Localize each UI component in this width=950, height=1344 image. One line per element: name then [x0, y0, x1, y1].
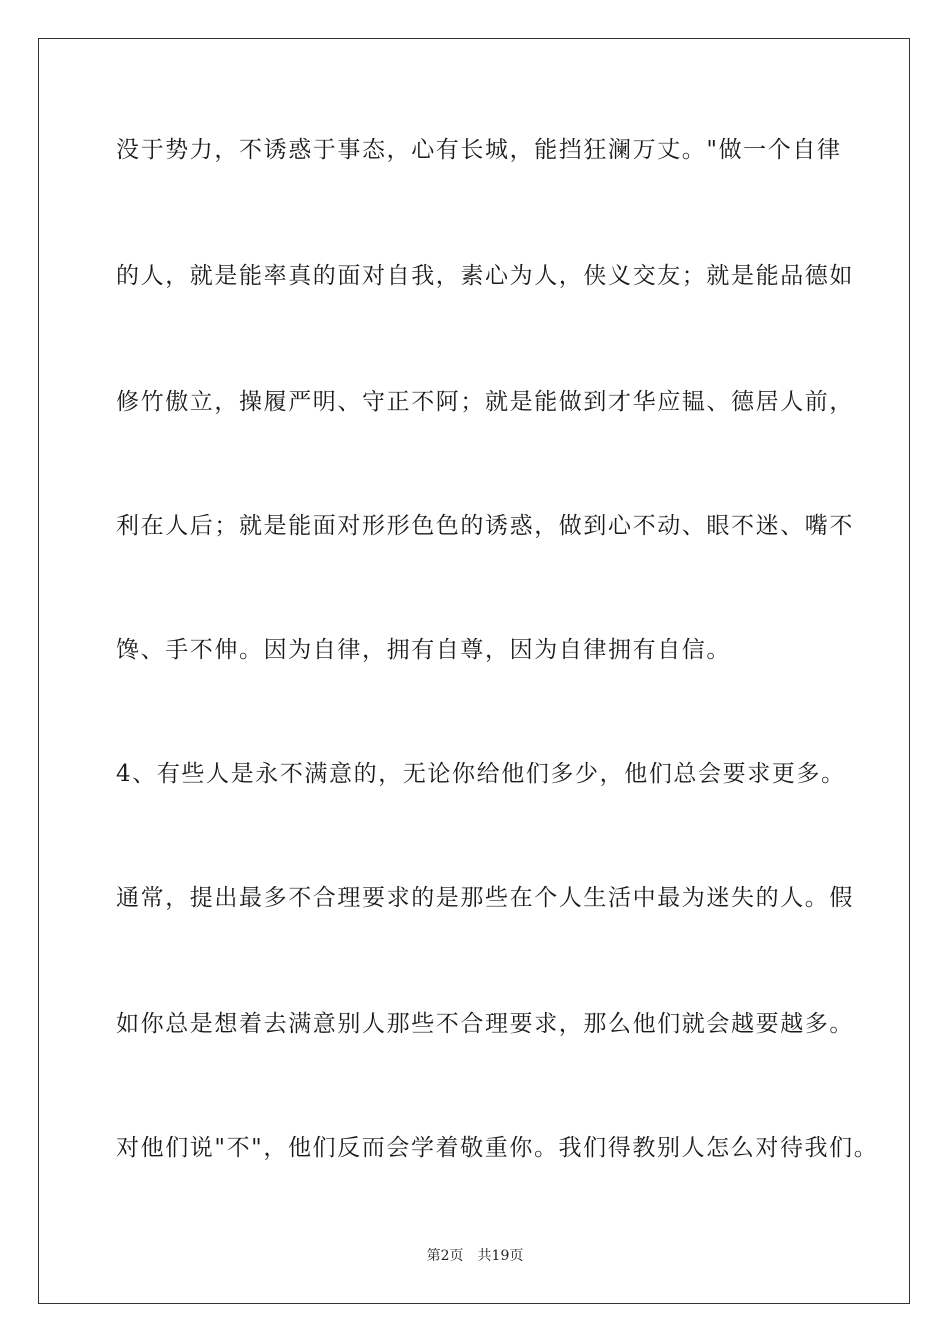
text-line-5: 馋、手不伸。因为自律，拥有自尊，因为自律拥有自信。 — [116, 637, 731, 663]
text-line-9: 对他们说"不"，他们反而会学着敬重你。我们得教别人怎么对待我们。 — [116, 1135, 879, 1161]
text-line-4: 利在人后；就是能面对形形色色的诱惑，做到心不动、眼不迷、嘴不 — [116, 513, 854, 539]
text-line-7: 通常，提出最多不合理要求的是那些在个人生活中最为迷失的人。假 — [116, 885, 854, 911]
text-line-1: 没于势力，不诱惑于事态，心有长城，能挡狂澜万丈。"做一个自律 — [116, 137, 842, 163]
text-line-2: 的人，就是能率真的面对自我，素心为人，侠义交友；就是能品德如 — [116, 263, 854, 289]
page-number: 第2页 — [426, 1248, 464, 1264]
page-border — [38, 38, 910, 1304]
text-line-6: 4、有些人是永不满意的，无论你给他们多少，他们总会要求更多。 — [116, 761, 846, 787]
text-line-8: 如你总是想着去满意别人那些不合理要求，那么他们就会越要越多。 — [116, 1011, 854, 1037]
page-footer — [0, 1246, 950, 1266]
page-total: 共19页 — [477, 1248, 524, 1264]
text-line-3: 修竹傲立，操履严明、守正不阿；就是能做到才华应韫、德居人前， — [116, 389, 854, 415]
